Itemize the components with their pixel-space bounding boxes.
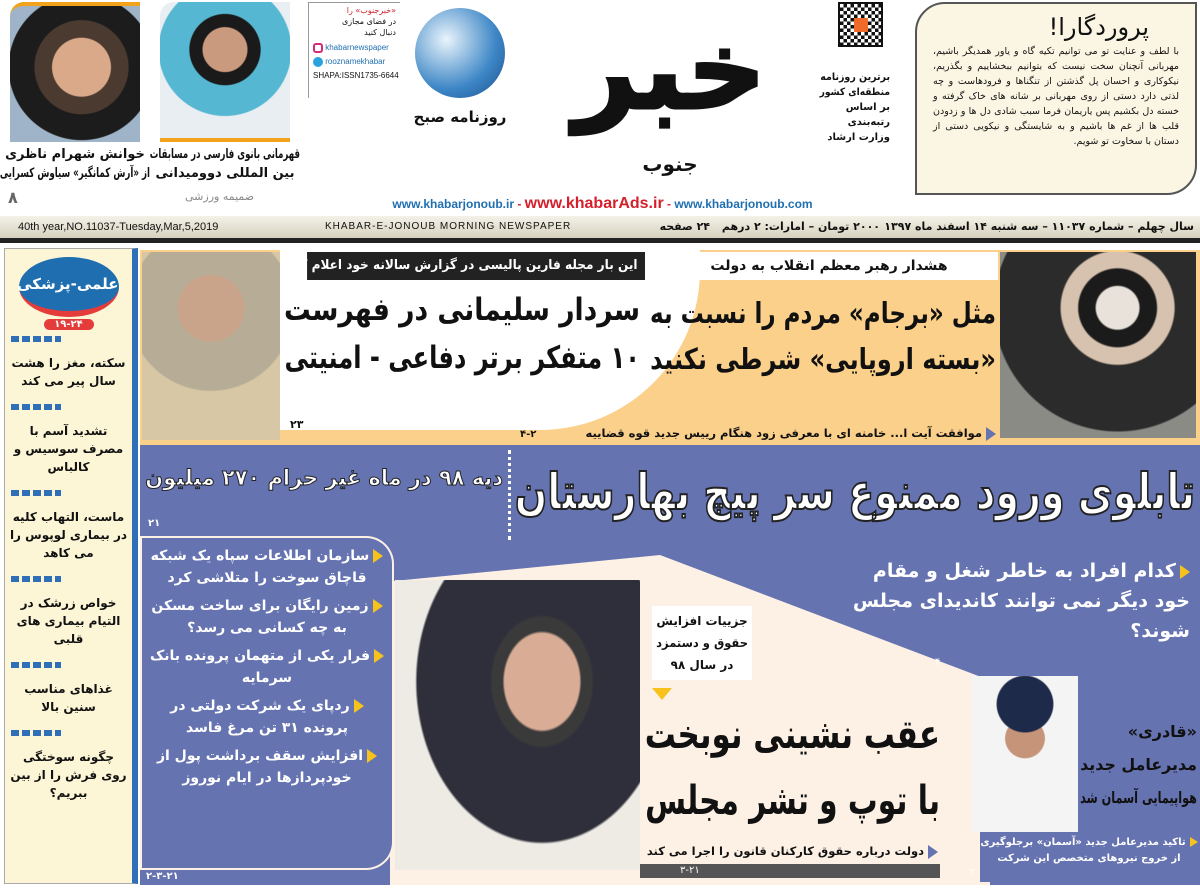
headline-line: «قادری» [1127, 722, 1197, 741]
nazeri-photo [10, 2, 140, 142]
headline-line: ۱۰ متفکر برتر دفاعی - امنیتی [284, 340, 640, 376]
issn: SHAPA:ISSN1735-6644 [313, 71, 399, 80]
candidacy-question[interactable] [835, 556, 1190, 646]
url-separator: - [663, 197, 675, 211]
leader-kicker: هشدار رهبر معظم انقلاب به دولت [660, 252, 998, 280]
caption-line: از «آرش کمانگیر» سیاوش کسرایی [0, 166, 150, 181]
instagram-handle[interactable]: khabarnewspaper [325, 43, 389, 52]
arrow-icon [354, 699, 364, 713]
arrow-down-icon [652, 688, 672, 700]
separator-dots [11, 490, 61, 496]
page-ref: ۳-۲۱ [640, 864, 940, 878]
leader-photo [1000, 252, 1196, 438]
bullet-item[interactable] [142, 692, 392, 742]
logo-tagline: روزنامه صبح [413, 108, 507, 126]
newspaper-name-en: KHABAR-E-JONOUB MORNING NEWSPAPER [325, 221, 572, 232]
bullet-item[interactable] [142, 642, 392, 692]
arrow-icon [374, 649, 384, 663]
ads-url-link[interactable]: www.khabarAds.ir [524, 195, 664, 212]
url-link[interactable]: www.khabarjonoub.com [674, 197, 813, 211]
website-urls [320, 195, 885, 213]
separator-dots [11, 576, 61, 582]
bullet-item[interactable] [142, 592, 392, 642]
headline-line: مدیرعامل جدید [1080, 755, 1197, 774]
page-ref: ۲۱ [148, 518, 161, 529]
telegram-icon [313, 57, 323, 67]
bullets-box [142, 538, 392, 868]
section-pages: ۱۹-۲۴ [44, 319, 94, 330]
subline-text: موافقت آیت ا... خامنه ای با معرفی زود هنگام رییس جدید قوه قضاییه [585, 426, 982, 440]
headline-line: با توپ و تشر مجلس [645, 778, 940, 824]
soleimani-photo [142, 252, 280, 440]
list-item[interactable]: چگونه سوختگی روی فرش را از بین ببریم؟ [10, 750, 127, 800]
qr-code[interactable] [838, 2, 883, 47]
arrow-icon [373, 599, 383, 613]
caption-line: خوانش شهرام ناظری [5, 147, 145, 162]
athlete-photo [160, 2, 290, 142]
list-item[interactable]: خواص زرشک در التیام بیماری های قلبی [16, 596, 121, 646]
masthead-logo [400, 0, 820, 195]
bullet-text: زمین رایگان برای ساخت مسکن به چه کسانی می رسد؟ [151, 598, 369, 636]
page-count: ۲۴ صفحه [659, 220, 710, 233]
separator-dots [11, 662, 61, 668]
section-badge[interactable]: علمی-پزشکی [19, 257, 119, 317]
separator-dots [11, 404, 61, 410]
list-item[interactable]: غذاهای مناسب سنین بالا [24, 682, 113, 714]
prayer-title: پروردگارا! [1048, 13, 1149, 41]
page-number: ۸ [8, 188, 18, 207]
diyeh-headline[interactable]: دیه ۹۸ در ماه غیر حرام ۲۷۰ میلیون [145, 466, 503, 491]
nobakht-photo [395, 580, 640, 870]
english-date: 40th year,NO.11037-Tuesday,Mar,5,2019 [18, 221, 219, 233]
ranking-line: منطقه‌ای کشور [819, 87, 890, 98]
price: ۲۰۰۰ تومان – امارات: ۲ درهم [721, 220, 880, 233]
pilot-photo [972, 676, 1078, 832]
subline-text: تاکید مدیرعامل جدید «آسمان» برجلوگیری از خروج نیروهای متخصص این شرکت [980, 837, 1186, 864]
headline-line: مثل «برجام» مردم را نسبت به [649, 296, 996, 330]
arrow-icon [986, 427, 996, 441]
page-ref: ۴-۲ [520, 429, 537, 440]
aseman-subline[interactable] [980, 832, 1198, 882]
bullet-text: افزایش سقف برداشت پول از خودپردازها در ایام نوروز [156, 748, 364, 786]
nobakht-headline[interactable] [645, 702, 940, 834]
bullet-item[interactable] [142, 742, 392, 792]
sports-supplement-label: ضمیمه ورزشی [185, 190, 255, 203]
divider [508, 450, 511, 540]
telegram-handle[interactable]: rooznamekhabar [325, 57, 386, 66]
arrow-icon [1190, 837, 1198, 847]
url-link[interactable]: www.khabarjonoub.ir [392, 197, 514, 211]
list-item[interactable]: ماست، التهاب کلیه در بیماری لوپوس را می کاهد [9, 510, 128, 560]
page-ref: ۲-۳-۲۱ [146, 871, 179, 882]
page-ref: ۲۳ [290, 418, 304, 431]
bullet-text: فرار یکی از متهمان پرونده بانک سرمایه [149, 648, 371, 686]
salary-line: جزییات افزایش [656, 614, 748, 628]
caption-line: بین المللی دوومیدانی [155, 166, 295, 181]
prayer-body: با لطف و عنایت تو می توانیم تکیه گاه و یاور همدیگر باشیم، مهربانی آنچنان سخت نیست که بتوانیم ببخشاییم و بگذریم، نیکوکاری و احسان پل گذشتن از تنگناها و فرودهاست و چه لذتی دارد دستی از روی مهربانی بر شانه های خاک گرفته و خسته دل بکشیم پس یاریمان فرما سبب شادی دل ها و زدودن قلب ها از غم ها باشیم و به شایستگی و نیکویی دستی از دستان با سخاوت تو شویم. [933, 46, 1179, 147]
ranking-note [820, 70, 890, 145]
nazeri-caption [0, 145, 150, 183]
aseman-headline[interactable] [1080, 715, 1197, 814]
soleimani-headline[interactable] [284, 286, 640, 382]
ranking-line: برترین روزنامه [820, 72, 890, 83]
ranking-line: رتبه‌بندی [847, 117, 890, 128]
logo-wordmark: خبر [573, 6, 767, 134]
arrow-icon [928, 845, 938, 859]
list-item[interactable]: تشدید آسم با مصرف سوسیس و کالباس [13, 424, 124, 474]
salary-note[interactable] [652, 606, 752, 680]
bullet-text: سازمان اطلاعات سپاه یک شبکه قاچاق سوخت را متلاشی کرد [150, 548, 370, 586]
page-ref: ۲ [970, 867, 976, 878]
page-ref: ۴ [935, 657, 941, 668]
logo-sub: جنوب [642, 152, 698, 176]
list-item[interactable]: سکته، مغز را هشت سال پیر می کند [11, 356, 126, 388]
social-line: در فضای مجازی [342, 17, 396, 26]
headline-line: هواپیمایی آسمان شد [1080, 788, 1197, 807]
nobakht-subline[interactable] [645, 842, 940, 860]
bullet-text: ردپای یک شرکت دولتی در پرونده ۳۱ تن مرغ فاسد [170, 698, 350, 736]
leader-headline[interactable] [650, 290, 996, 382]
url-separator: - [514, 197, 525, 211]
social-box [308, 2, 400, 98]
prayer-box [915, 2, 1197, 195]
soleimani-kicker: این بار مجله فارین پالیسی در گزارش سالانه خود اعلام کرد؛ [307, 252, 645, 280]
athlete-caption [150, 145, 300, 183]
caption-line: قهرمانی بانوی فارسی در مسابقات [149, 147, 300, 162]
arrow-icon [373, 549, 383, 563]
subline-text: دولت درباره حقوق کارکنان قانون را اجرا می کند [646, 844, 925, 858]
social-line: دنبال کنید [364, 28, 396, 37]
arrow-icon [367, 749, 377, 763]
social-line: «خبرجنوب» را [346, 6, 396, 15]
globe-icon [415, 8, 505, 98]
headline-line: «بسته اروپایی» شرطی نکنید [650, 342, 996, 376]
separator-dots [11, 336, 61, 342]
salary-line: در سال ۹۸ [670, 658, 734, 672]
arrow-icon [1180, 565, 1190, 579]
headline-line: سردار سلیمانی در فهرست [284, 292, 640, 328]
persian-date: سال چهلم – شماره ۱۱۰۳۷ – سه شنبه ۱۴ اسفند ماه ۱۳۹۷ [884, 220, 1194, 233]
question-text: کدام افراد به خاطر شغل و مقام خود دیگر نمی توانند کاندیدای مجلس شوند؟ [852, 560, 1190, 642]
separator-dots [11, 730, 61, 736]
salary-line: حقوق و دستمزد [656, 636, 748, 650]
info-bar [0, 216, 1200, 238]
headline-line: عقب نشینی نوبخت [644, 712, 940, 758]
science-sidebar [4, 248, 138, 884]
instagram-icon [313, 43, 323, 53]
ranking-line: بر اساس [845, 102, 890, 113]
ranking-line: وزارت ارشاد [827, 132, 890, 143]
main-headline[interactable]: تابلوی ورود ممنوع سر پیچ بهارستان [514, 463, 1195, 521]
leader-subline[interactable] [560, 424, 996, 442]
divider [0, 238, 1200, 243]
bullet-item[interactable] [142, 542, 392, 592]
